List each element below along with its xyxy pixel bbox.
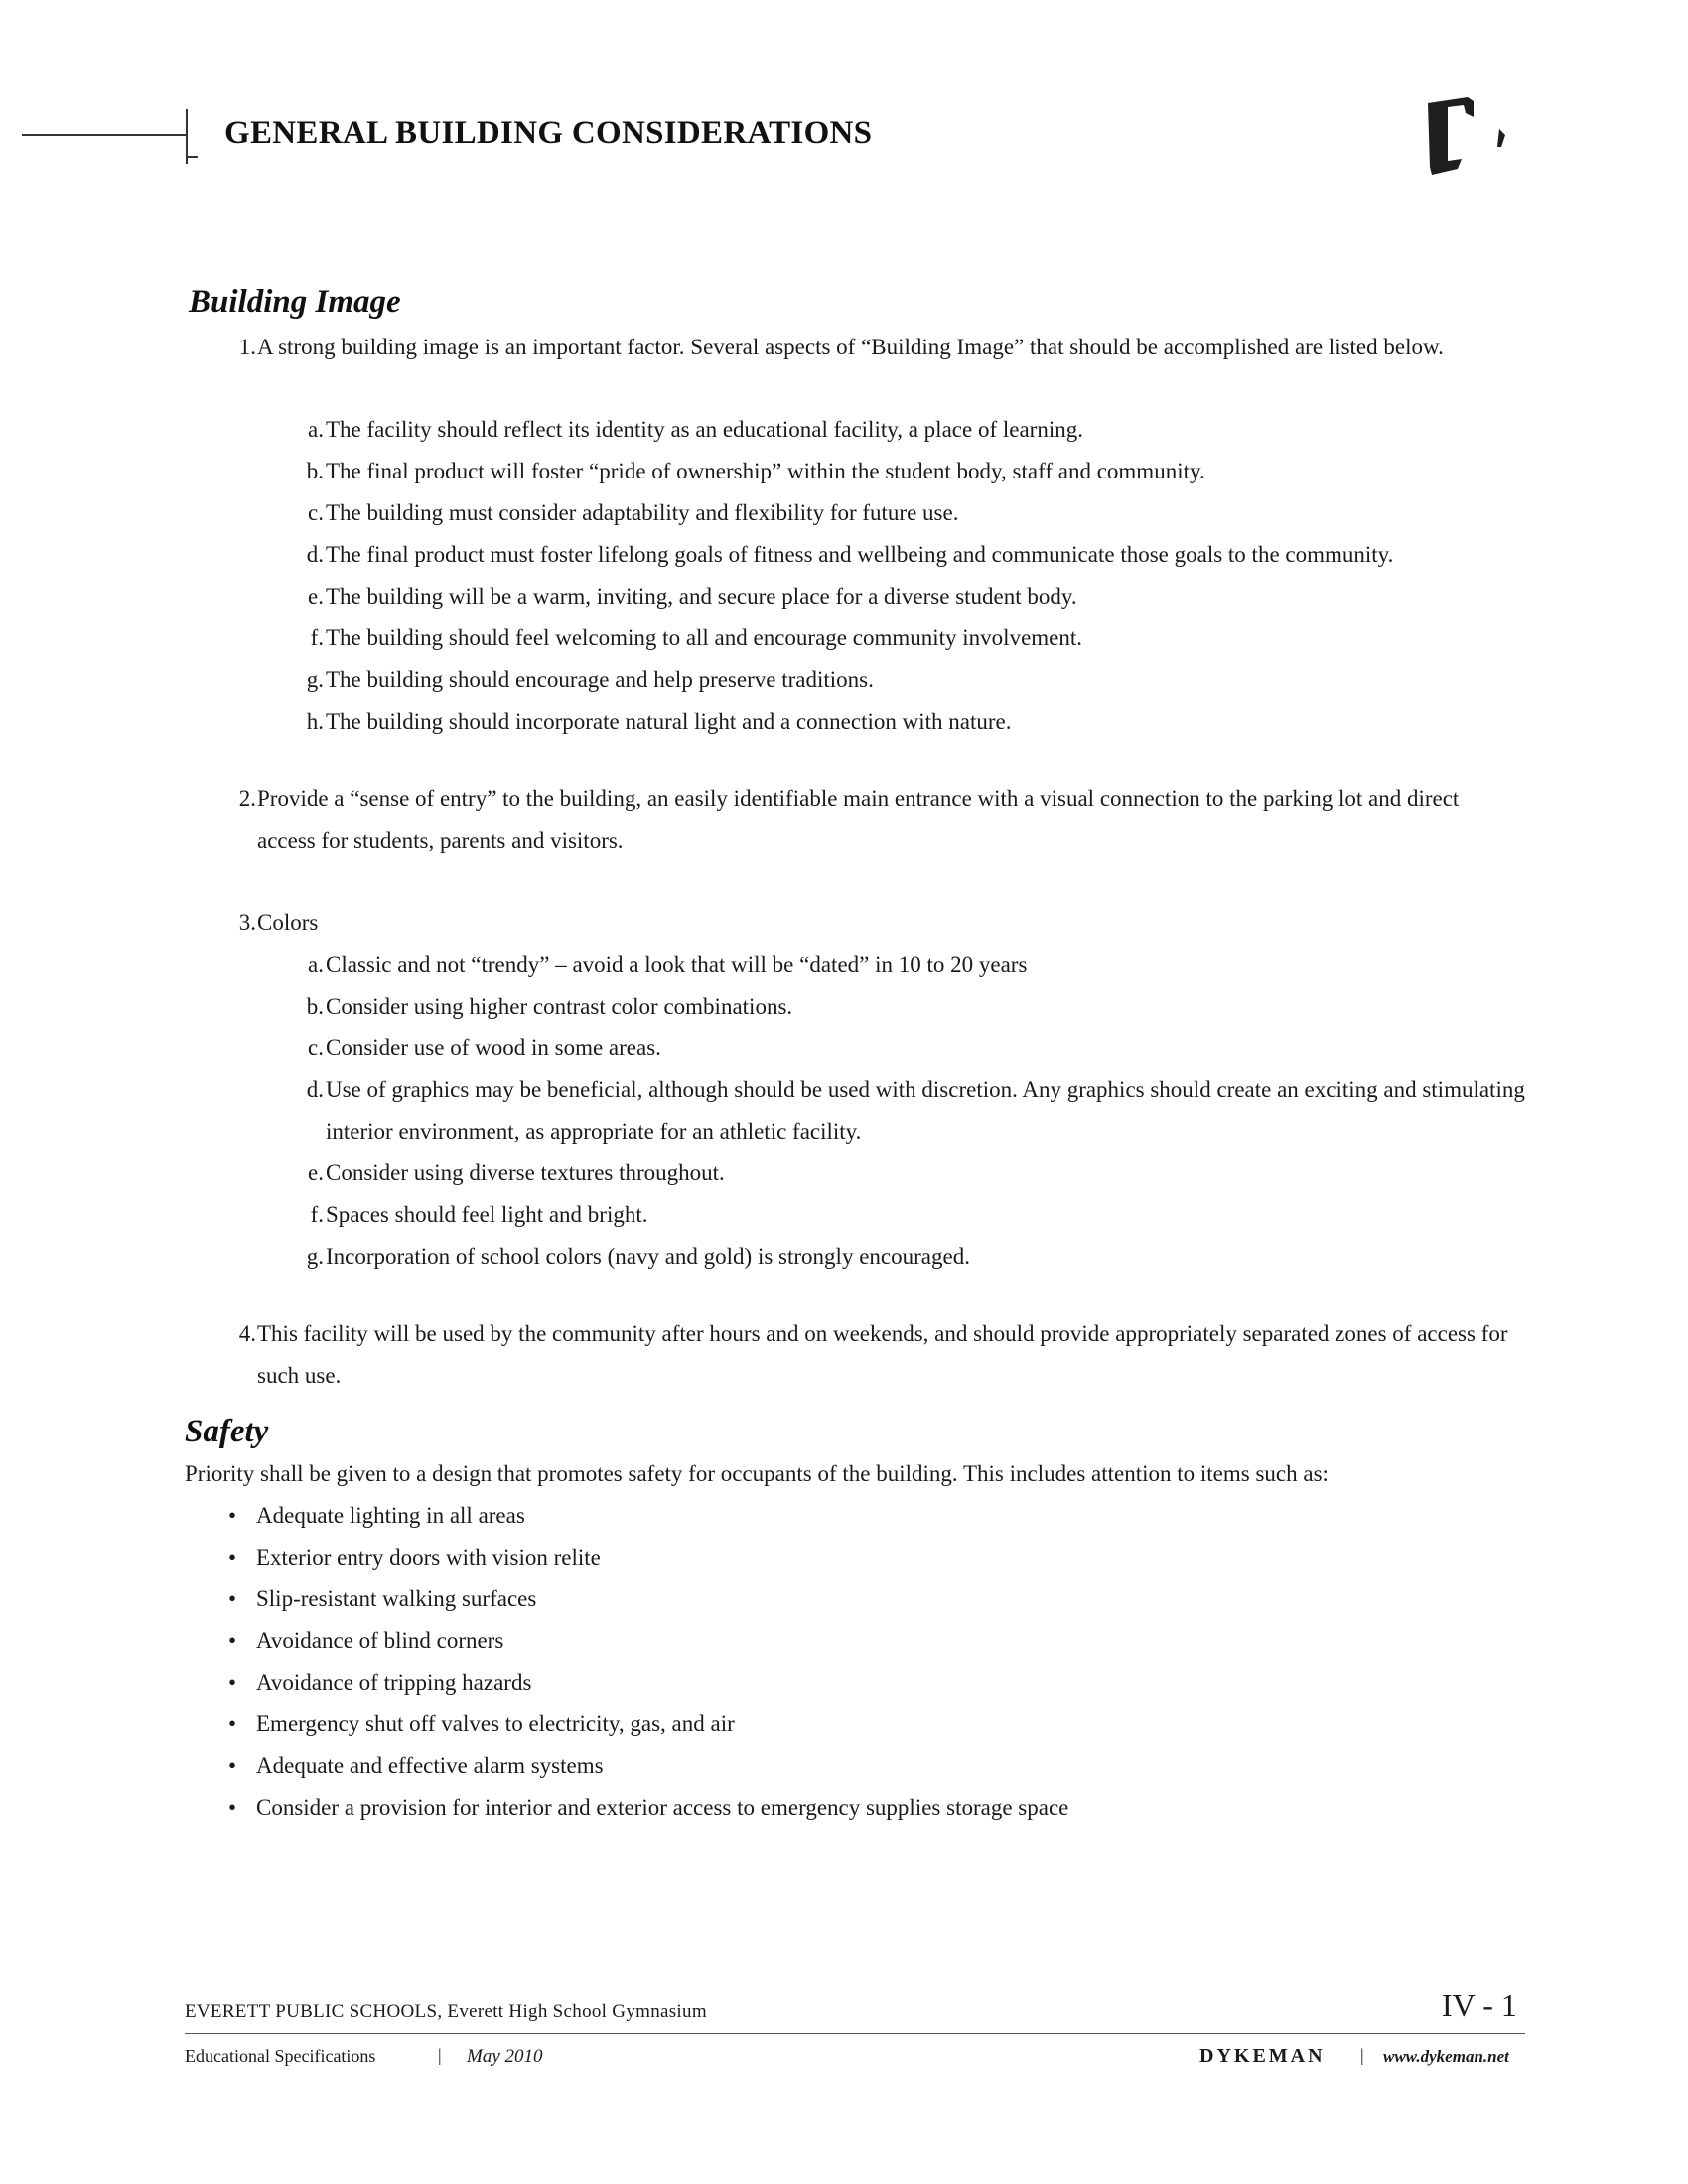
bullet-dot: • bbox=[228, 1628, 237, 1653]
section-heading-safety: Safety bbox=[185, 1414, 269, 1449]
item-text: This facility will be used by the community after hours and on weekends, and should provide appropriately separated zones of access for such use. bbox=[257, 1321, 1508, 1388]
sub-item-text: The building should incorporate natural light and a connection with nature. bbox=[326, 709, 1012, 734]
sub-item bbox=[298, 659, 1529, 701]
bullet-dot: • bbox=[228, 1670, 237, 1695]
footer-separator: | bbox=[438, 2045, 442, 2065]
page-title: GENERAL BUILDING CONSIDERATIONS bbox=[224, 115, 873, 151]
bullet-text: Avoidance of blind corners bbox=[256, 1628, 504, 1653]
sub-item-letter: f. bbox=[310, 625, 324, 650]
footer-separator: | bbox=[1360, 2045, 1364, 2065]
sub-item-letter: c. bbox=[308, 500, 324, 525]
bullet-text: Slip-resistant walking surfaces bbox=[256, 1586, 537, 1611]
bullet-dot: • bbox=[228, 1711, 237, 1736]
sub-item bbox=[298, 451, 1529, 492]
sub-item-letter: a. bbox=[308, 952, 324, 977]
sub-item bbox=[298, 1153, 1529, 1194]
sub-item-text: The final product must foster lifelong goals of fitness and wellbeing and communicate those goals to the community. bbox=[326, 542, 1394, 567]
safety-intro: Priority shall be given to a design that promotes safety for occupants of the building. This includes attention to items such as: bbox=[185, 1461, 1329, 1486]
bullet-text: Adequate lighting in all areas bbox=[256, 1503, 525, 1528]
footer-brand: DYKEMAN bbox=[1199, 2045, 1326, 2067]
sub-item bbox=[298, 986, 1529, 1027]
sub-item-letter: d. bbox=[306, 542, 324, 567]
numbered-item bbox=[230, 1313, 1521, 1397]
footer-rule bbox=[185, 2033, 1525, 2034]
sub-item-text: Consider use of wood in some areas. bbox=[326, 1035, 661, 1060]
sub-item-text: Consider using higher contrast color combinations. bbox=[326, 994, 793, 1019]
page-number: IV - 1 bbox=[1442, 1987, 1517, 2023]
sub-item bbox=[298, 534, 1529, 576]
item-number: 1. bbox=[238, 335, 256, 359]
header-rule bbox=[22, 134, 186, 136]
bullet-dot: • bbox=[228, 1753, 237, 1778]
sub-item-text: Spaces should feel light and bright. bbox=[326, 1202, 648, 1227]
sub-item-letter: e. bbox=[308, 1160, 324, 1185]
sub-item-text: The building should feel welcoming to all and encourage community involvement. bbox=[326, 625, 1083, 650]
sub-item-text: Consider using diverse textures throughout. bbox=[326, 1160, 725, 1185]
footer-date: May 2010 bbox=[467, 2046, 543, 2067]
bullet-item bbox=[228, 1704, 735, 1745]
item-text: A strong building image is an important factor. Several aspects of “Building Image” that should be accomplished are listed below. bbox=[257, 335, 1444, 359]
bullet-text: Consider a provision for interior and exterior access to emergency supplies storage space bbox=[256, 1795, 1069, 1820]
numbered-item bbox=[230, 778, 1521, 862]
bullet-text: Adequate and effective alarm systems bbox=[256, 1753, 604, 1778]
sub-item-letter: a. bbox=[308, 417, 324, 442]
sub-item-text: Use of graphics may be beneficial, although should be used with discretion. Any graphics should create an exciting and stimulating interior environment, as appropriate for an athletic facility. bbox=[326, 1077, 1525, 1144]
sub-item-letter: c. bbox=[308, 1035, 324, 1060]
sub-item-text: Classic and not “trendy” – avoid a look that will be “dated” in 10 to 20 years bbox=[326, 952, 1028, 977]
footer-spec-label: Educational Specifications bbox=[185, 2046, 376, 2066]
bullet-text: Emergency shut off valves to electricity, gas, and air bbox=[256, 1711, 735, 1736]
sub-item bbox=[298, 576, 1529, 617]
bullet-dot: • bbox=[228, 1795, 237, 1820]
bullet-text: Exterior entry doors with vision relite bbox=[256, 1545, 601, 1570]
sub-item-text: The final product will foster “pride of ownership” within the student body, staff and community. bbox=[326, 459, 1205, 483]
sub-item-text: Incorporation of school colors (navy and gold) is strongly encouraged. bbox=[326, 1244, 970, 1269]
sub-item bbox=[298, 492, 1529, 534]
sub-item-letter: b. bbox=[306, 459, 324, 483]
item-number: 4. bbox=[238, 1321, 256, 1346]
sub-item-text: The building should encourage and help preserve traditions. bbox=[326, 667, 874, 692]
sub-item bbox=[298, 944, 1529, 986]
bullet-dot: • bbox=[228, 1503, 237, 1528]
header-tick-foot bbox=[186, 156, 198, 158]
bullet-item bbox=[228, 1745, 604, 1787]
bullet-item bbox=[228, 1495, 525, 1537]
sub-item-text: The facility should reflect its identity as an educational facility, a place of learning. bbox=[326, 417, 1083, 442]
sub-item-letter: g. bbox=[306, 667, 324, 692]
numbered-item bbox=[230, 327, 1521, 368]
bullet-item bbox=[228, 1537, 601, 1578]
sub-item-letter: b. bbox=[306, 994, 324, 1019]
sub-item bbox=[298, 1027, 1529, 1069]
bullet-item bbox=[228, 1620, 503, 1662]
sub-item-letter: f. bbox=[310, 1202, 324, 1227]
item-number: 2. bbox=[238, 786, 256, 811]
sub-item bbox=[298, 1069, 1529, 1153]
sub-item bbox=[298, 1194, 1529, 1236]
sub-item-letter: e. bbox=[308, 584, 324, 609]
sub-item-letter: h. bbox=[306, 709, 324, 734]
section-heading-building-image: Building Image bbox=[189, 284, 401, 320]
sub-item-text: The building must consider adaptability and flexibility for future use. bbox=[326, 500, 959, 525]
bullet-dot: • bbox=[228, 1586, 237, 1611]
sub-item bbox=[298, 701, 1529, 743]
bullet-dot: • bbox=[228, 1545, 237, 1570]
item-text: Provide a “sense of entry” to the building, an easily identifiable main entrance with a visual connection to the parking lot and direct access for students, parents and visitors. bbox=[257, 786, 1460, 853]
item-text: Colors bbox=[257, 910, 319, 935]
sub-item bbox=[298, 617, 1529, 659]
bullet-text: Avoidance of tripping hazards bbox=[256, 1670, 532, 1695]
footer-document-title: EVERETT PUBLIC SCHOOLS, Everett High School Gymnasium bbox=[185, 2001, 707, 2022]
bullet-item bbox=[228, 1578, 536, 1620]
item-number: 3. bbox=[238, 910, 256, 935]
sub-item-letter: d. bbox=[306, 1077, 324, 1102]
bullet-item bbox=[228, 1662, 531, 1704]
bullet-item bbox=[228, 1787, 1068, 1829]
footer-url: www.dykeman.net bbox=[1383, 2047, 1509, 2066]
sub-item bbox=[298, 409, 1529, 451]
sub-item-letter: g. bbox=[306, 1244, 324, 1269]
numbered-item bbox=[230, 902, 1521, 944]
sub-item bbox=[298, 1236, 1529, 1278]
dykeman-logo-icon bbox=[1418, 91, 1507, 181]
sub-item-text: The building will be a warm, inviting, and secure place for a diverse student body. bbox=[326, 584, 1077, 609]
